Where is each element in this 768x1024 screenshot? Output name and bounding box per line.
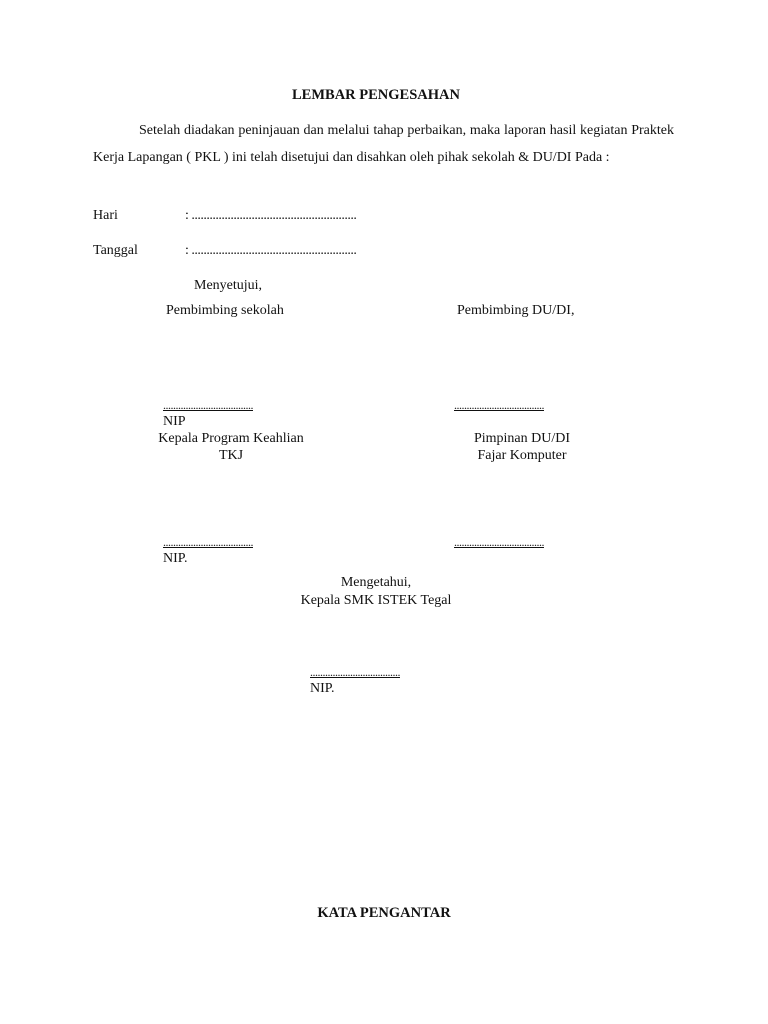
field-hari-value: : ....................................................... xyxy=(185,208,357,223)
principal-signature-line: .................................... xyxy=(310,665,400,679)
principal-nip: NIP. xyxy=(310,681,335,696)
next-section-title: KATA PENGANTAR xyxy=(317,905,451,921)
principal-role: Kepala SMK ISTEK Tegal xyxy=(300,593,452,608)
field-hari-label: Hari xyxy=(93,208,118,223)
company-head-role-line2: Fajar Komputer xyxy=(477,448,567,463)
school-supervisor-signature-line: .................................... xyxy=(163,398,253,412)
approved-label: Menyetujui, xyxy=(194,278,263,293)
approval-paragraph-text: Setelah diadakan peninjauan dan melalui tahap perbaikan, maka laporan hasil kegiatan Praktek Kerja Lapangan ( PKL ) ini telah disetujui dan disahkan oleh pihak sekolah & DU/DI Pada : xyxy=(93,123,674,165)
field-tanggal-value: : ....................................................... xyxy=(185,243,357,258)
acknowledged-label: Mengetahui, xyxy=(340,575,412,590)
school-supervisor-role: Pembimbing sekolah xyxy=(166,303,284,318)
approval-paragraph xyxy=(93,117,674,171)
field-tanggal-label: Tanggal xyxy=(93,243,138,258)
industry-supervisor-signature-line: .................................... xyxy=(454,398,544,412)
program-head-role-line2: TKJ xyxy=(218,448,244,463)
approval-title: LEMBAR PENGESAHAN xyxy=(292,87,460,103)
school-supervisor-nip: NIP xyxy=(163,414,186,429)
program-head-role-line1: Kepala Program Keahlian xyxy=(158,431,304,446)
program-head-nip: NIP. xyxy=(163,551,188,566)
industry-supervisor-role: Pembimbing DU/DI, xyxy=(457,303,575,318)
program-head-signature-line: .................................... xyxy=(163,535,253,549)
company-head-signature-line: .................................... xyxy=(454,535,544,549)
company-head-role-line1: Pimpinan DU/DI xyxy=(473,431,571,446)
